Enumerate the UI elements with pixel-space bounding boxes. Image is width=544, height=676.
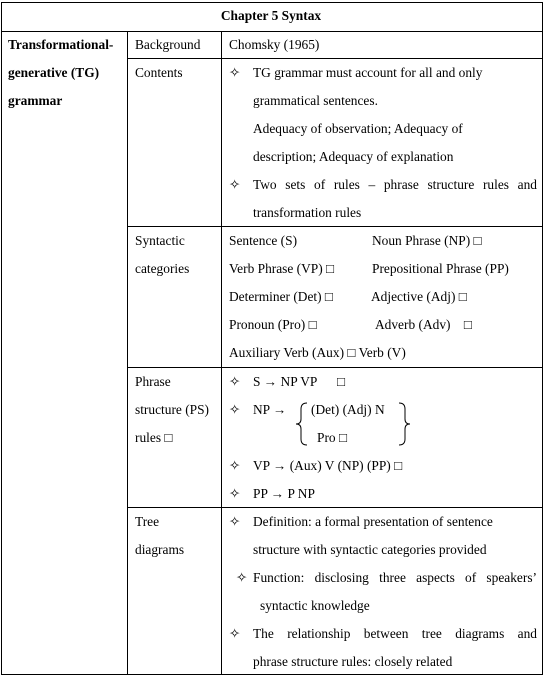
section-label: Transformational- — [8, 37, 114, 52]
background-content: Chomsky (1965) — [229, 37, 320, 52]
contents-text: TG grammar must account for all and only — [253, 65, 483, 80]
category-item: Prepositional Phrase (PP) — [372, 261, 509, 276]
tree-text: Function: disclosing three aspects of speakers’ — [253, 570, 537, 585]
bullet-icon: ✧ — [229, 514, 241, 529]
row-label-ps-rules: Phrase — [135, 374, 171, 389]
ps-rule: PP → P NP — [253, 486, 315, 501]
tree-text: The relationship between tree diagrams and — [253, 626, 537, 641]
bullet-icon: ✧ — [229, 402, 241, 417]
row-label-syntactic: Syntactic — [135, 233, 185, 248]
contents-text: transformation rules — [253, 205, 362, 220]
bullet-icon: ✧ — [236, 570, 248, 585]
contents-text: grammatical sentences. — [253, 93, 378, 108]
bullet-icon: ✧ — [229, 458, 241, 473]
category-item: Auxiliary Verb (Aux) □ Verb (V) — [229, 345, 406, 360]
row-label-syntactic: categories — [135, 261, 190, 276]
table-title: Chapter 5 Syntax — [220, 8, 322, 23]
bullet-icon: ✧ — [229, 374, 241, 389]
ps-rule-option: (Det) (Adj) N — [311, 402, 385, 417]
divider — [221, 31, 222, 675]
ps-rule-option: Pro □ — [317, 430, 348, 445]
bullet-icon: ✧ — [229, 626, 241, 641]
row-label-ps-rules: structure (PS) — [135, 402, 210, 417]
row-label-tree: diagrams — [135, 542, 185, 557]
bullet-icon: ✧ — [229, 486, 241, 501]
row-label-contents: Contents — [135, 65, 183, 80]
divider — [127, 31, 128, 675]
contents-text: Adequacy of observation; Adequacy of — [253, 121, 463, 136]
category-item: Noun Phrase (NP) □ — [372, 233, 482, 248]
category-item: Pronoun (Pro) □ — [229, 317, 317, 332]
category-item: Adverb (Adv) □ — [375, 317, 472, 332]
tree-text: syntactic knowledge — [260, 598, 370, 613]
row-label-ps-rules: rules □ — [135, 430, 173, 445]
section-label: generative (TG) — [8, 65, 100, 80]
tree-text: phrase structure rules: closely related — [253, 654, 453, 669]
section-label: grammar — [8, 93, 63, 108]
row-label-tree: Tree — [135, 514, 160, 529]
right-brace-icon — [397, 402, 411, 446]
contents-text: Two sets of rules – phrase structure rules and — [253, 177, 537, 192]
tree-text: Definition: a formal presentation of sentence — [253, 514, 493, 529]
contents-text: description; Adequacy of explanation — [253, 149, 454, 164]
ps-rule: VP → (Aux) V (NP) (PP) □ — [253, 458, 403, 473]
bullet-icon: ✧ — [229, 177, 241, 192]
category-item: Sentence (S) — [229, 233, 298, 248]
category-item: Adjective (Adj) □ — [371, 289, 467, 304]
bullet-icon: ✧ — [229, 65, 241, 80]
left-brace-icon — [295, 402, 309, 446]
tree-text: structure with syntactic categories provided — [253, 542, 487, 557]
ps-rule: S → NP VP □ — [253, 374, 346, 389]
category-item: Determiner (Det) □ — [229, 289, 334, 304]
row-label-background: Background — [135, 37, 201, 52]
ps-rule: NP → — [253, 402, 287, 417]
category-item: Verb Phrase (VP) □ — [229, 261, 335, 276]
